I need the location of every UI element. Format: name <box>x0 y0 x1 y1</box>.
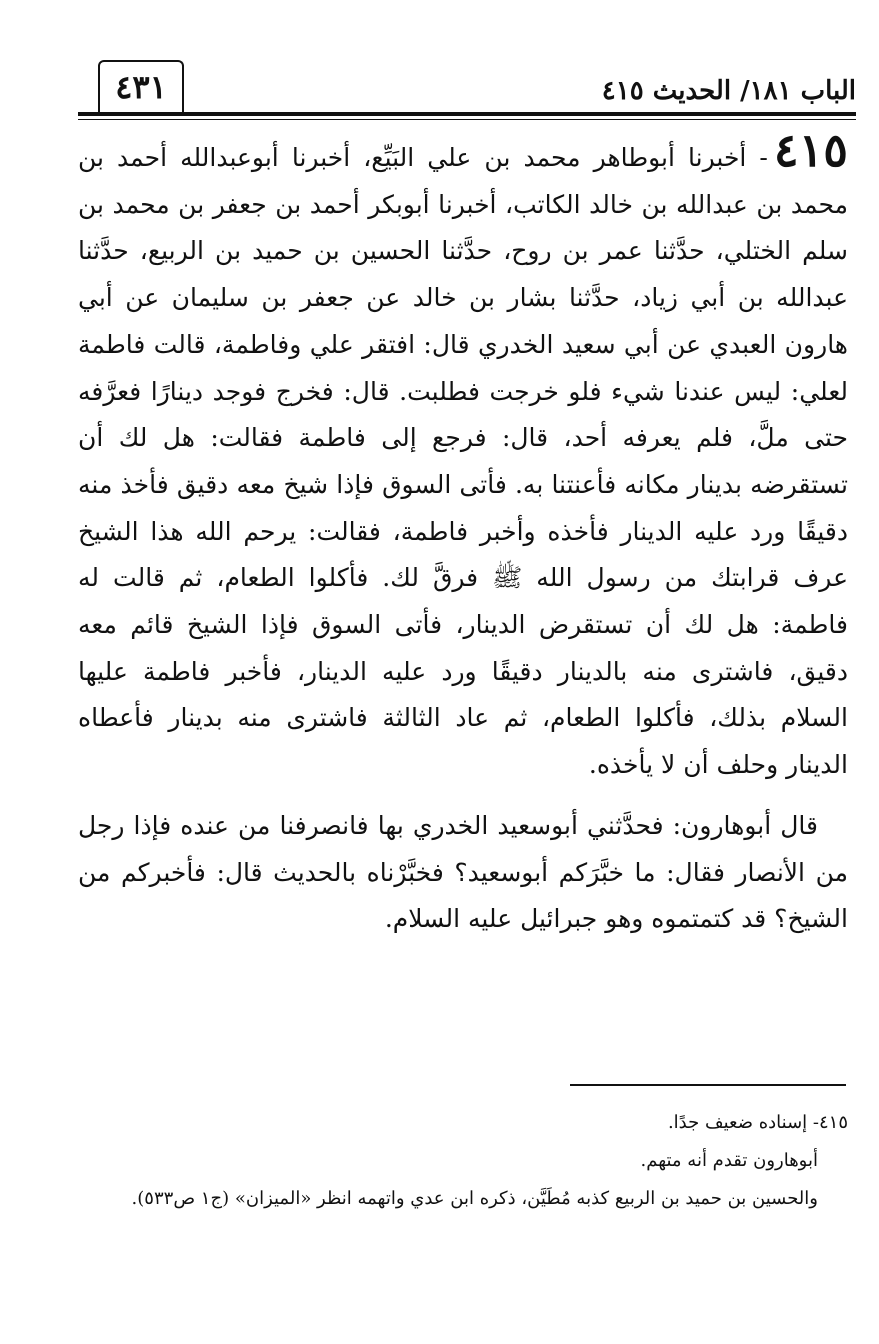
hadith-paragraph-1 <box>78 123 849 789</box>
hadith-text <box>78 123 849 943</box>
page-number: ٤٣١ <box>98 60 184 112</box>
page-header <box>78 58 856 120</box>
footnote-line-3: والحسين بن حميد بن الربيع كذبه مُطَيَّن، ذكره ابن عدي واتهمه انظر «الميزان» (ج١ ص٥٣٣). <box>131 1188 818 1209</box>
hadith-number: ٤١٥ <box>773 123 848 177</box>
footnote-separator <box>570 1084 846 1086</box>
header-rule-thin <box>78 119 856 120</box>
hadith-paragraph-1-text: - أخبرنا أبوطاهر محمد بن علي البَيِّع، أخبرنا أبوعبدالله أحمد بن محمد بن عبدالله بن خالد الكاتب، أخبرنا أبوبكر أحمد بن جعفر بن محمد بن سلم الختلي، حدَّثنا عمر بن روح، حدَّثنا الحسين بن حميد بن الربيع، حدَّثنا عبدالله بن أبي زياد، حدَّثنا بشار بن خالد عن جعفر بن سليمان عن أبي هارون العبدي عن أبي سعيد الخدري قال: افتقر علي وفاطمة، قالت فاطمة لعلي: ليس عندنا شيء فلو خرجت فطلبت. قال: فخرج فوجد دينارًا فعرَّفه حتى ملَّ، فلم يعرفه أحد، قال: فرجع إلى فاطمة فقالت: هل لك أن تستقرضه بدينار مكانه فأعنتنا به. فأتى السوق فإذا شيخ معه دقيق فأخذ منه دقيقًا ورد عليه الدينار فأخذه وأخبر فاطمة، فقالت: يرحم الله هذا الشيخ عرف قرابتك من رسول الله ﷺ فرقَّ لك. فأكلوا الطعام، ثم قالت له فاطمة: هل لك أن تستقرض الدينار، فأتى السوق فإذا الشيخ قائم معه دقيق، فاشترى منه بالدينار دقيقًا ورد عليه الدينار، فأخبر فاطمة عليها السلام بذلك، فأكلوا الطعام، ثم عاد الثالثة فاشترى منه بدينار فأعطاه الدينار وحلف أن لا يأخذه. <box>78 143 849 780</box>
footnote-line-2: أبوهارون تقدم أنه متهم. <box>640 1150 818 1171</box>
footnotes <box>78 1104 848 1218</box>
header-rule-thick <box>78 112 856 116</box>
running-title: الباب ١٨١/ الحديث ٤١٥ <box>601 76 856 106</box>
hadith-paragraph-2: قال أبوهارون: فحدَّثني أبوسعيد الخدري بها فانصرفنا من عنده فإذا رجل من الأنصار فقال: ما خبَّرَكم أبوسعيد؟ فخبَّرْناه بالحديث قال: فأخبركم من الشيخ؟ قد كتمتموه وهو جبرائيل عليه السلام. <box>78 810 848 934</box>
footnote-line-1: ٤١٥- إسناده ضعيف جدًا. <box>667 1112 848 1133</box>
